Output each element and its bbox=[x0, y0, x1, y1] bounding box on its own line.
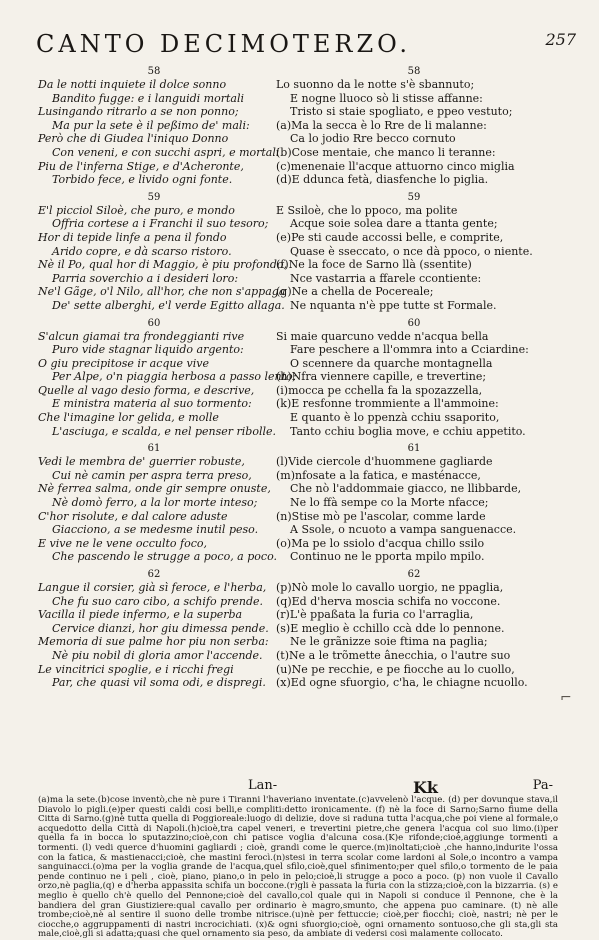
stanza-number: 60 bbox=[147, 317, 161, 329]
verse-line: (s)E meglio è cchillo ccà dde lo pennone. bbox=[276, 621, 505, 635]
verse-line: Offria cortese a i Franchi il suo tesoro; bbox=[52, 217, 269, 231]
verse-line: O scennere da quarche montagnella bbox=[290, 356, 493, 370]
verse-line: (r)L'è ppaßata la furia co l'arraglia, bbox=[276, 608, 474, 622]
verse-line: Lo suonno da le notte s'è sbannuto; bbox=[276, 78, 475, 91]
verse-line: Cervice dianzi, hor giu dimessa pende. bbox=[52, 621, 269, 635]
verse-line: A Ssole, o ncuoto a vampa sanguenacce. bbox=[290, 523, 517, 537]
verse-line: (l)Vide ciercole d'huommene gagliarde bbox=[276, 455, 493, 469]
verse-line: Vedi le membra de' guerrier robuste, bbox=[38, 455, 245, 469]
verse-line: O giu precipitose ir acque vive bbox=[38, 356, 209, 370]
verse-line: (d)E ddunca fetà, diasfenche lo piglia. bbox=[276, 173, 489, 187]
verse-line: E vive ne le vene occulto foco, bbox=[38, 536, 207, 550]
verse-line: Continuo ne le pporta mpilo mpilo. bbox=[290, 550, 485, 564]
verse-line: Nè il Po, qual hor di Maggio, è piu profondo, bbox=[38, 258, 287, 272]
verse-line: L'asciuga, e scalda, e nel penser ribolle. bbox=[52, 424, 277, 438]
verse-line: (c)menenaie ll'acque attuorno cinco miglia bbox=[276, 159, 515, 173]
verse-line: Si maie quarcuno vedde n'acqua bella bbox=[276, 329, 489, 343]
verse-line: (n)Stise mò pe l'ascolar, comme larde bbox=[276, 509, 486, 523]
verse-line: Torbido fece, e livido ogni fonte. bbox=[52, 173, 233, 187]
verse-line: S'alcun giamai tra frondeggianti rive bbox=[38, 329, 245, 343]
verse-line: (k)E resfonne trommiente a ll'ammoine: bbox=[276, 397, 499, 411]
verse-line: Bandito fugge: e i languidi mortali bbox=[52, 91, 244, 105]
verse-line: Arido copre, e dà scarso ristoro. bbox=[52, 244, 232, 258]
stanza bbox=[276, 318, 552, 439]
verse-line: (f)Ne la foce de Sarno llà (ssentite) bbox=[276, 258, 472, 272]
stanza bbox=[38, 317, 297, 439]
verse-line: Langue il corsier, già sì feroce, e l'herba, bbox=[38, 581, 267, 594]
verse-line: (g)Ne a chella de Pocereale; bbox=[276, 285, 434, 299]
verse-line: Puro vide stagnar liquido argento: bbox=[52, 343, 244, 357]
verse-line: Ne nquanta n'è ppe tutte st Formale. bbox=[290, 298, 497, 312]
verse-line: Però che di Giudea l'iniquo Donno bbox=[38, 132, 229, 146]
stanza-number: 62 bbox=[147, 569, 161, 580]
verse-line: Nè domò ferro, a la lor morte inteso; bbox=[52, 496, 258, 510]
verse-line: Lusingando ritrarlo a se non ponno; bbox=[38, 105, 239, 119]
verse-line: (b)Cose mentaie, che manco li teranne: bbox=[276, 145, 496, 159]
verse-line: (u)Ne pe recchie, e pe fiocche au lo cuollo, bbox=[276, 662, 515, 676]
signature-mark: Kk bbox=[413, 778, 438, 797]
catchword-right: Pa- bbox=[532, 778, 553, 793]
verse-line: (t)Ne a le trõmette ânecchia, o l'autre suo bbox=[276, 648, 511, 662]
verse-line: Le vincitrici spoglie, e i ricchi fregi bbox=[38, 662, 234, 676]
verse-line: Ca lo jodio Rre becco cornuto bbox=[290, 132, 456, 146]
stanza bbox=[276, 192, 552, 313]
stanza-number: 60 bbox=[407, 317, 421, 329]
verse-line: (i)mocca pe cchella fa la spozazzella, bbox=[276, 383, 483, 397]
verse-line: C'hor risolute, e dal calore aduste bbox=[38, 509, 228, 523]
verse-line: (q)Ed d'herva moscia schifa no voccone. bbox=[276, 594, 501, 608]
verse-line: (a)Ma la secca è lo Rre de li malanne: bbox=[276, 118, 487, 132]
verse-line: E ministra materia al suo tormento: bbox=[52, 397, 252, 411]
verse-line: Ne le grãnizze soie ftima na paglia; bbox=[290, 635, 488, 649]
verse-line: E nogne lluoco sò li stisse affanne: bbox=[290, 91, 483, 105]
stanza-number: 58 bbox=[147, 66, 161, 77]
verse-line: Che nò l'addommaie giacco, ne llibbarde, bbox=[290, 482, 522, 496]
verse-line: E Ssiloè, che lo ppoco, ma polite bbox=[276, 203, 458, 217]
verse-line: (h)Nfra viennere capille, e trevertine; bbox=[276, 370, 487, 384]
verse-line: Cui nè camin per aspra terra preso, bbox=[52, 468, 252, 482]
verse-line: Fare peschere a ll'ommra into a Cciardine: bbox=[290, 343, 529, 357]
stanza bbox=[276, 66, 552, 187]
verse-line: Par, che quasi vil soma odi, e dispregi. bbox=[52, 676, 266, 690]
verse-line: Ma pur la sete è il peßimo de' mali: bbox=[52, 118, 250, 132]
stanza bbox=[276, 569, 552, 690]
italian-column bbox=[38, 66, 297, 695]
stanza-number: 59 bbox=[407, 191, 421, 203]
verse-line: Quelle al vago desio forma, e descrive, bbox=[38, 383, 255, 397]
verse-line: (p)Nò mole lo cavallo uorgio, ne ppaglia, bbox=[276, 581, 504, 594]
verse-line: Nè piu nobil di gloria amor l'accende. bbox=[52, 648, 263, 662]
page-header bbox=[36, 30, 576, 70]
page-number: 257 bbox=[545, 30, 576, 49]
verse-line: Vacilla il piede infermo, e la superba bbox=[38, 608, 243, 622]
verse-line: Da le notti inquiete il dolce sonno bbox=[38, 78, 227, 91]
verse-line: Ne'l Gãge, o'l Nilo, all'hor, che non s'appaga bbox=[38, 285, 286, 299]
verse-line: Tanto cchiu boglia move, e cchiu appetito. bbox=[290, 424, 526, 438]
verse-line: Per Alpe, o'n piaggia herbosa a passo lento; bbox=[52, 370, 297, 384]
canto-title: CANTO DECIMOTERZO. bbox=[36, 30, 412, 58]
margin-mark-icon: ⌐ bbox=[560, 690, 572, 706]
stanza bbox=[38, 191, 287, 313]
verse-line: Con veneni, e con succhi aspri, e mortali bbox=[52, 145, 280, 159]
verse-line: (e)Pe sti caude accossi belle, e comprite, bbox=[276, 230, 504, 244]
verse-line: De' sette alberghi, e'l verde Egitto allaga. bbox=[52, 298, 285, 312]
stanza-number: 62 bbox=[407, 569, 421, 580]
verse-line: Quase è sseccato, o nce dà ppoco, o niente. bbox=[290, 244, 533, 258]
verse-line: Acque soie solea dare a ttanta gente; bbox=[290, 217, 498, 231]
catchword-left: Lan- bbox=[248, 778, 278, 793]
stanza-number: 59 bbox=[147, 191, 161, 203]
stanza-number: 61 bbox=[147, 443, 161, 455]
neapolitan-column bbox=[276, 66, 552, 695]
verse-line: Nè ferrea salma, onde gir sempre onuste, bbox=[38, 482, 271, 496]
verse-line: Hor di tepide linfe a pena il fondo bbox=[38, 230, 227, 244]
verse-line: Piu de l'inferna Stige, e d'Acheronte, bbox=[38, 159, 244, 173]
stanza bbox=[38, 443, 277, 564]
verse-line: Nce vastarria a ffarele ccontiente: bbox=[290, 271, 482, 285]
verse-line: (m)nfosate a la fatica, e masténacce, bbox=[276, 468, 481, 482]
verse-line: Memoria di sue palme hor piu non serba: bbox=[38, 635, 269, 649]
footnotes: (a)ma la sete.(b)cose inventò,che nè pure i Tiranni l'haveriano inventate.(c)avvelenò l'acque. (d) per dovunque stava,il Diavolo lo pigli.(e)per questi caldi cosi belli,e compliti:detto ironicamente. (f) nè la foce di Sarno;Sarno fiume della Citta di Sarno.(g)nè tutta quella di Poggioreale:luogo di delizie, dove si raduna tutta l'acqua,che poi viene al formale,o acquedotto della Città di Napoli.(h)cioè,tra capel veneri, e trevertini pietre,che genera l'acqua col suo limo.(i)per quella fa in bocca lo sputazzino;cioè,con chi patisce voglia d'alcuna cosa.(K)e rifonde;cioè,aggiunge tormenti a tormenti. (l) vedi querce d'huomini gagliardi ; cioè, grandi come le querce.(m)inoltati;cioè ,che hanno,indurite l'ossa con la fatica, & mastienacci;cioè, che mastini ferocì.(n)stesi in terra scolar come lardoni al Sole,o incontro a vampa sanguinacci.(o)ma per la voglia grande de l'acqua,quel sfilo,cioè,quel sfinimento;per quel sfilo,o tormento de le paia pende continuo ne i peli , cioè, piano, piano,o in pelo in pelo;cioè,li strugge a poco a poco. (p) non vuole il Cavallo orzo,nè paglia,(q) e d'herba appassita schifa un boccone.(r)gli è passata la furia con la stizza;cioè,con la bizzarria. (s) e meglio è quello ch'è quello del Pennone;cioè del cavallo,col quale qui in Napoli si conduce il Pennone, che è la bandiera del gran Giustiziere:qual cavallo per ordinario è magro,smunto, che appena puo caminare. (t) nè alle trombe;cioè,nè al sentire il suono delle trombe nitrisce.(u)nè per fettuccie; cioè,per fiocchi; cioè, nastri; nè per le ciocche,o aggruppamenti di nastri incrocichiati. (x)& ogni sfuorgio;cioè, ogni ornamento sontuoso,che gli sta,gli sta male,cioè,gli si adatta;quasi che quel ornamento sia peso, da ambiate di vedersi così malamente collocato. bbox=[38, 795, 558, 940]
stanza bbox=[38, 66, 280, 187]
verse-line: Giacciono, a se medesme inutil peso. bbox=[52, 523, 259, 537]
verse-line: Ne lo ffà sempe co la Morte nfacce; bbox=[290, 496, 489, 510]
stanza bbox=[276, 443, 552, 564]
verse-line: Parria soverchio a i desideri loro: bbox=[52, 271, 239, 285]
verse-line: E quanto è lo ppenzà cchiu ssaporito, bbox=[290, 411, 500, 425]
verse-line: (o)Ma pe lo ssiolo d'acqua chillo ssilo bbox=[276, 536, 485, 550]
verse-line: Che l'imagine lor gelida, e molle bbox=[38, 411, 219, 425]
verse-line: Tristo si staie spogliato, e ppeo vestuto; bbox=[290, 105, 513, 119]
verse-line: (x)Ed ogne sfuorgio, c'ha, le chiagne ncuollo. bbox=[276, 676, 528, 690]
verse-line: Che fu suo caro cibo, a schifo prende. bbox=[52, 594, 264, 608]
stanza-number: 61 bbox=[407, 443, 421, 455]
stanza bbox=[38, 569, 270, 690]
verse-line: Che pascendo le strugge a poco, a poco. bbox=[52, 550, 277, 564]
verse-line: E'l picciol Siloè, che puro, e mondo bbox=[38, 203, 235, 217]
stanza-number: 58 bbox=[407, 66, 421, 77]
